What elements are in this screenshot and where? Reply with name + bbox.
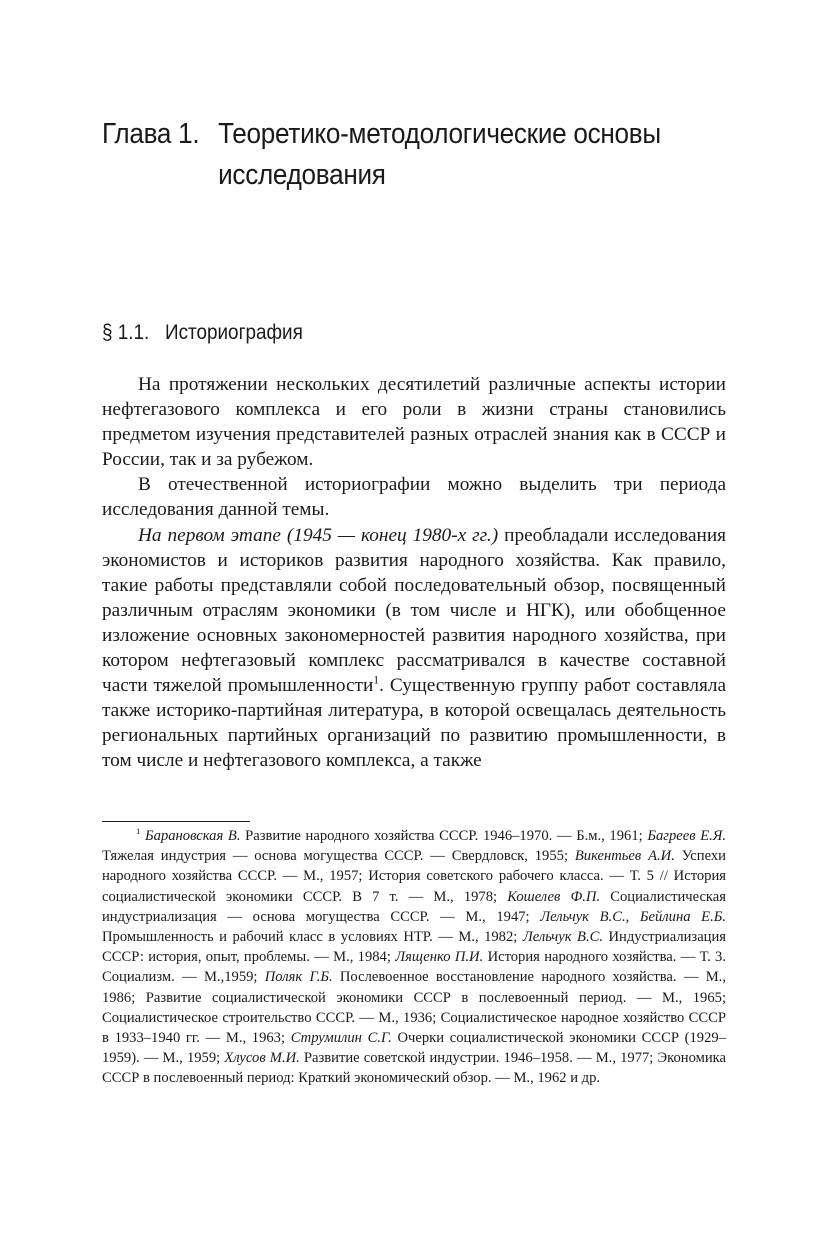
footnote-author: Лельчук В.С., Бейлина Е.Б. (540, 908, 726, 925)
footnote-text: История народного хозяйства. — Т. 3. Социализм. — М.,1959; (102, 949, 727, 986)
footnote-text: Развитие советской индустрии. 1946–1958. — М., 1977; Экономика СССР в послевоенный период: Краткий экономический обзор. — М., 1962 и др. (102, 1050, 726, 1087)
footnote-author: Струмилин С.Г. (290, 1030, 392, 1047)
section-heading (102, 319, 303, 347)
footnote-author: Лященко П.И. (395, 949, 484, 966)
footnote-text: Послевоенное восстановление народного хозяйства. — М., 1986; Развитие социалистической экономики СССР в послевоенный период. — М., 1965; Социалистическое строительство СССР. — М., 1936; Социалистическое народное хозяйство СССР в 1933–1940 гг. — М., 1963; (102, 969, 726, 1047)
footnote-marker: 1 (136, 826, 141, 837)
footnote-author: Викентьев А.И. (574, 848, 675, 865)
section-title: Историография (165, 321, 303, 344)
section-number: § 1.1. (102, 321, 150, 344)
footnote-author: Хлусов М.И. (224, 1050, 300, 1067)
footnote-author: Багреев Е.Я. (647, 828, 726, 844)
footnote-author: Лельчук В.С. (522, 929, 604, 946)
paragraph: В отечественной историографии можно выделить три периода исследования данной темы. (102, 474, 726, 521)
footnote-divider (102, 821, 250, 822)
footnote-text: Тяжелая индустрия — основа могущества СССР. — Свердловск, 1955; (102, 848, 575, 865)
footnote-text: Успехи народного хозяйства СССР. — М., 1957; История советского рабочего класса. — Т. 5 // История социалистической экономики СССР. В 7 т. — М., 1978; (102, 848, 726, 905)
footnote-author: Поляк Г.Б. (264, 969, 333, 986)
paragraph-text: . Существенную группу работ составляла также историко-партийная литература, в которой освещалась деятельность региональных партийных организаций по развитию промышленности, в том числе и нефтегазового комплекса, а также (102, 675, 727, 772)
footnote-text: Развитие народного хозяйства СССР. 1946–1970. — Б.м., 1961; (240, 828, 648, 844)
chapter-label: Глава 1. (102, 118, 200, 150)
paragraph-lead-italic: На первом этапе (1945 — конец 1980-х гг.) (138, 524, 499, 546)
footnote-text: Социалистическая индустриализация — основа могущества СССР. — М., 1947; (102, 888, 726, 925)
paragraph (102, 523, 726, 774)
paragraph-text: преобладали исследования экономистов и историков развития народного хозяйства. Как правило, такие работы представляли собой последовательный обзор, посвященный различным отраслям экономики (в том числе и НГК), или обобщенное изложение основных закономерностей развития народного хозяйства, при котором нефтегазовый комплекс рассматривался в качестве составной части тяжелой промышленности (102, 524, 727, 697)
footnote-author: Кошелев Ф.П. (507, 888, 601, 905)
footnote-reference[interactable]: 1 (373, 673, 380, 687)
chapter-heading (102, 114, 678, 196)
footnote-text: Очерки социалистической экономики СССР (1929–1959). — М., 1959; (102, 1030, 726, 1067)
body-text (102, 372, 726, 774)
footnote-text: Промышленность и рабочий класс в условиях НТР. — М., 1982; (102, 929, 523, 946)
chapter-title: Теоретико-методологические основы исследования (218, 118, 661, 191)
footnote-author: Барановская В. (145, 828, 241, 844)
footnote (102, 826, 726, 1089)
paragraph: На протяжении нескольких десятилетий различные аспекты истории нефтегазового комплекса и его роли в жизни страны становились предметом изучения представителей разных отраслей знания как в СССР и России, так и за рубежом. (102, 374, 726, 471)
footnote-text: Индустриализация СССР: история, опыт, проблемы. — М., 1984; (102, 929, 726, 966)
